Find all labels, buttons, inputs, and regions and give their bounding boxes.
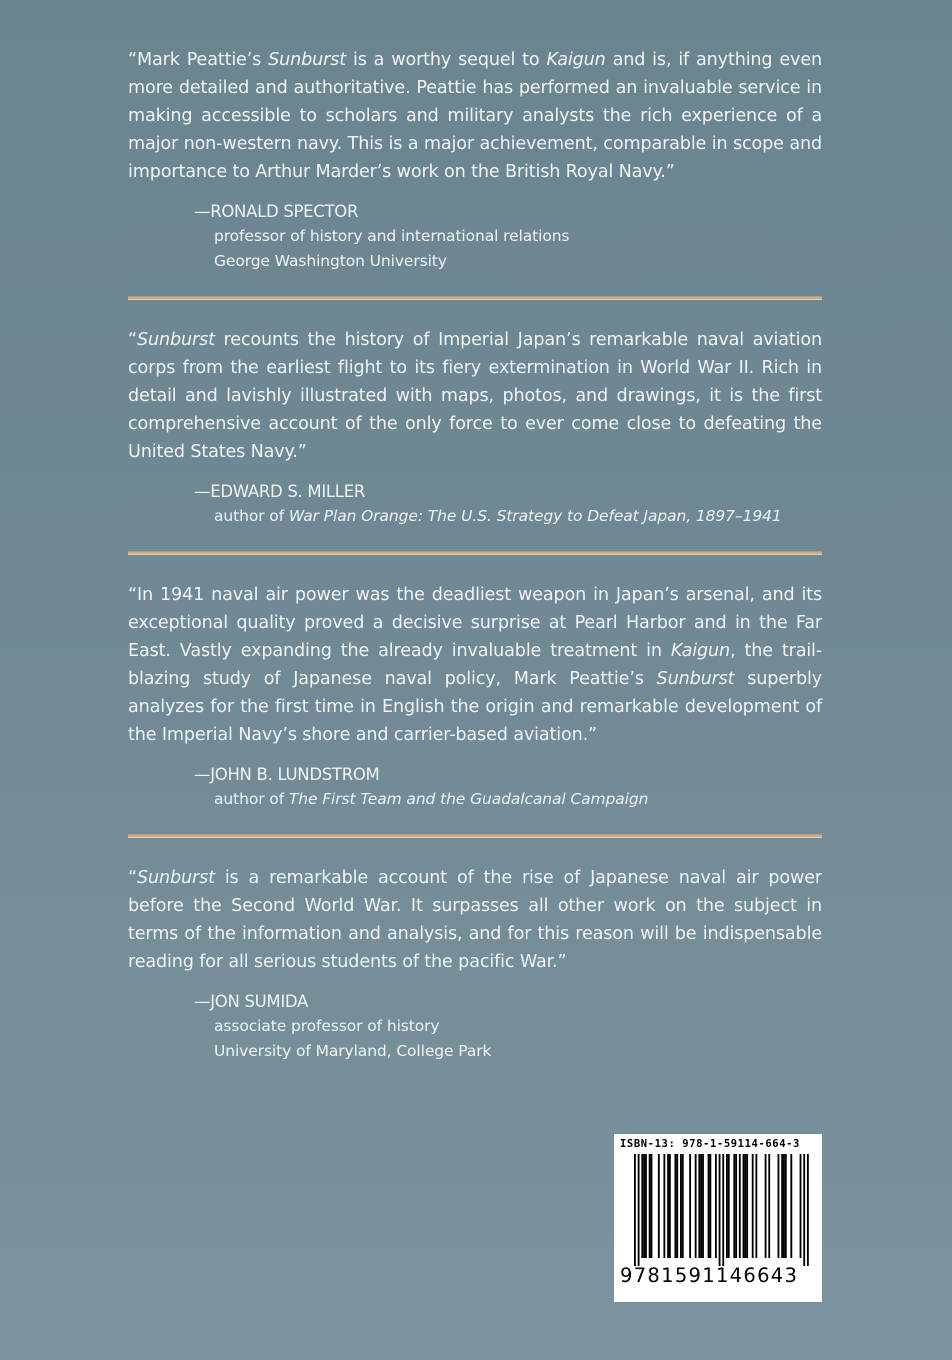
- barcode-bar: [722, 1154, 724, 1266]
- barcode-bar: [651, 1154, 653, 1258]
- italic-title: War Plan Orange: The U.S. Strategy to Defeat Japan, 1897–1941: [288, 507, 782, 525]
- isbn-barcode: [614, 1134, 822, 1302]
- barcode-bar: [674, 1154, 676, 1258]
- barcode-bar: [663, 1154, 665, 1258]
- barcode-bar: [743, 1154, 745, 1258]
- blurb-quote: “In 1941 naval air power was the deadliest weapon in Japan’s arsenal, and its exceptional quality proved a decisive surprise at Pearl Harbor and in the Far East. Vastly expanding the already invaluable treatment in Kaigun, the trail-blazing study of Japanese naval policy, Mark Peattie’s Sunburst superbly analyzes for the first time in English the origin and remarkable development of the Imperial Navy’s shore and carrier-based aviation.”: [128, 585, 823, 745]
- barcode-bar: [807, 1154, 809, 1266]
- blurb-author-title: author of War Plan Orange: The U.S. Strategy to Defeat Japan, 1897–1941: [214, 507, 782, 525]
- barcode-bar: [800, 1154, 802, 1258]
- barcode-bar: [735, 1154, 737, 1258]
- blurb-lundstrom: [128, 581, 822, 812]
- blurb-author-name: —EDWARD S. MILLER: [194, 482, 365, 501]
- barcode-bar: [719, 1154, 721, 1266]
- isbn-label: ISBN-13: 978-1-59114-664-3: [620, 1138, 800, 1150]
- blurb-author-name: —JON SUMIDA: [194, 992, 308, 1011]
- barcode-bar: [728, 1154, 730, 1258]
- italic-title: Kaigun: [670, 641, 731, 661]
- blurb-quote: “Mark Peattie’s Sunburst is a worthy sequel to Kaigun and is, if anything even more detailed and authoritative. Peattie has performed an invaluable service in making accessible to scholars and military analysts the rich experience of a major non-western navy. This is a major achievement, comparable in scope and importance to Arthur Marder’s work on the British Royal Navy.”: [128, 50, 822, 182]
- blurb-quote: “Sunburst is a remarkable account of the rise of Japanese naval air power before the Second World War. It surpasses all other work on the subject in terms of the information and analysis, and for this reason will be indispensable reading for all serious students of the pacific War.”: [128, 868, 822, 972]
- barcode-bar: [746, 1154, 748, 1258]
- italic-title: Sunburst: [268, 50, 347, 70]
- barcode-bar: [803, 1154, 805, 1266]
- blurb-attribution: [194, 763, 822, 812]
- barcode-bar: [645, 1154, 647, 1258]
- barcode-bar: [739, 1154, 741, 1258]
- barcode-bar: [781, 1154, 783, 1258]
- barcode-bar: [783, 1154, 785, 1258]
- barcode-bar: [643, 1154, 645, 1258]
- barcode-bar: [726, 1154, 728, 1258]
- blurb-author-affiliation: George Washington University: [214, 252, 447, 270]
- barcode-bar: [709, 1154, 711, 1258]
- barcode-bar: [765, 1154, 767, 1258]
- blurb-attribution: [194, 200, 822, 274]
- barcode-bar: [682, 1154, 684, 1258]
- blurbs-container: [128, 46, 822, 1064]
- barcode-bar: [667, 1154, 669, 1258]
- barcode-bar: [708, 1154, 710, 1258]
- barcode-bar: [680, 1154, 682, 1258]
- blurb-quote: “Sunburst recounts the history of Imperial Japan’s remarkable naval aviation corps from the earliest flight to its fiery extermination in World War II. Rich in detail and lavishly illustrated with maps, photos, and drawings, it is the first comprehensive account of the only force to ever come close to defeating the United States Navy.”: [128, 330, 822, 462]
- barcode-bar: [790, 1154, 792, 1258]
- barcode-bar: [638, 1154, 640, 1266]
- barcode-bar: [669, 1154, 671, 1258]
- barcode-bars: [620, 1154, 816, 1266]
- blurb-miller: [128, 326, 822, 529]
- barcode-bar: [755, 1154, 757, 1258]
- barcode-bar: [752, 1154, 754, 1258]
- barcode-bar: [698, 1154, 700, 1258]
- divider-rule: [128, 834, 822, 838]
- divider-rule: [128, 551, 822, 555]
- barcode-bar: [778, 1154, 780, 1258]
- barcode-bar: [695, 1154, 697, 1258]
- barcode-bar: [676, 1154, 678, 1258]
- barcode-bar: [634, 1154, 636, 1266]
- italic-title: The First Team and the Guadalcanal Campaign: [288, 790, 649, 808]
- barcode-bar: [700, 1154, 702, 1258]
- barcode-bar: [658, 1154, 660, 1258]
- barcode-bar: [768, 1154, 770, 1258]
- blurb-author-title: author of The First Team and the Guadalcanal Campaign: [214, 790, 649, 808]
- divider-rule: [128, 296, 822, 300]
- italic-title: Sunburst: [136, 330, 215, 350]
- blurb-author-affiliation: University of Maryland, College Park: [214, 1042, 492, 1060]
- barcode-bar: [744, 1154, 746, 1258]
- barcode-bar: [702, 1154, 704, 1258]
- blurb-sumida: [128, 864, 822, 1064]
- blurb-attribution: [194, 480, 822, 529]
- blurb-attribution: [194, 990, 822, 1064]
- blurb-author-name: —RONALD SPECTOR: [194, 202, 359, 221]
- barcode-bar: [715, 1154, 717, 1258]
- barcode-bar: [733, 1154, 735, 1258]
- barcode-bar: [785, 1154, 787, 1258]
- blurb-author-name: —JOHN B. LUNDSTROM: [194, 765, 380, 784]
- barcode-bar: [689, 1154, 691, 1258]
- barcode-bar: [641, 1154, 643, 1258]
- blurb-author-title: associate professor of history: [214, 1017, 440, 1035]
- italic-title: Sunburst: [136, 868, 215, 888]
- blurb-author-title: professor of history and international relations: [214, 227, 570, 245]
- italic-title: Sunburst: [656, 669, 735, 689]
- italic-title: Kaigun: [546, 50, 606, 70]
- barcode-bar: [649, 1154, 651, 1258]
- ean-digits: 9781591146643: [620, 1264, 799, 1287]
- blurb-spector: [128, 46, 822, 274]
